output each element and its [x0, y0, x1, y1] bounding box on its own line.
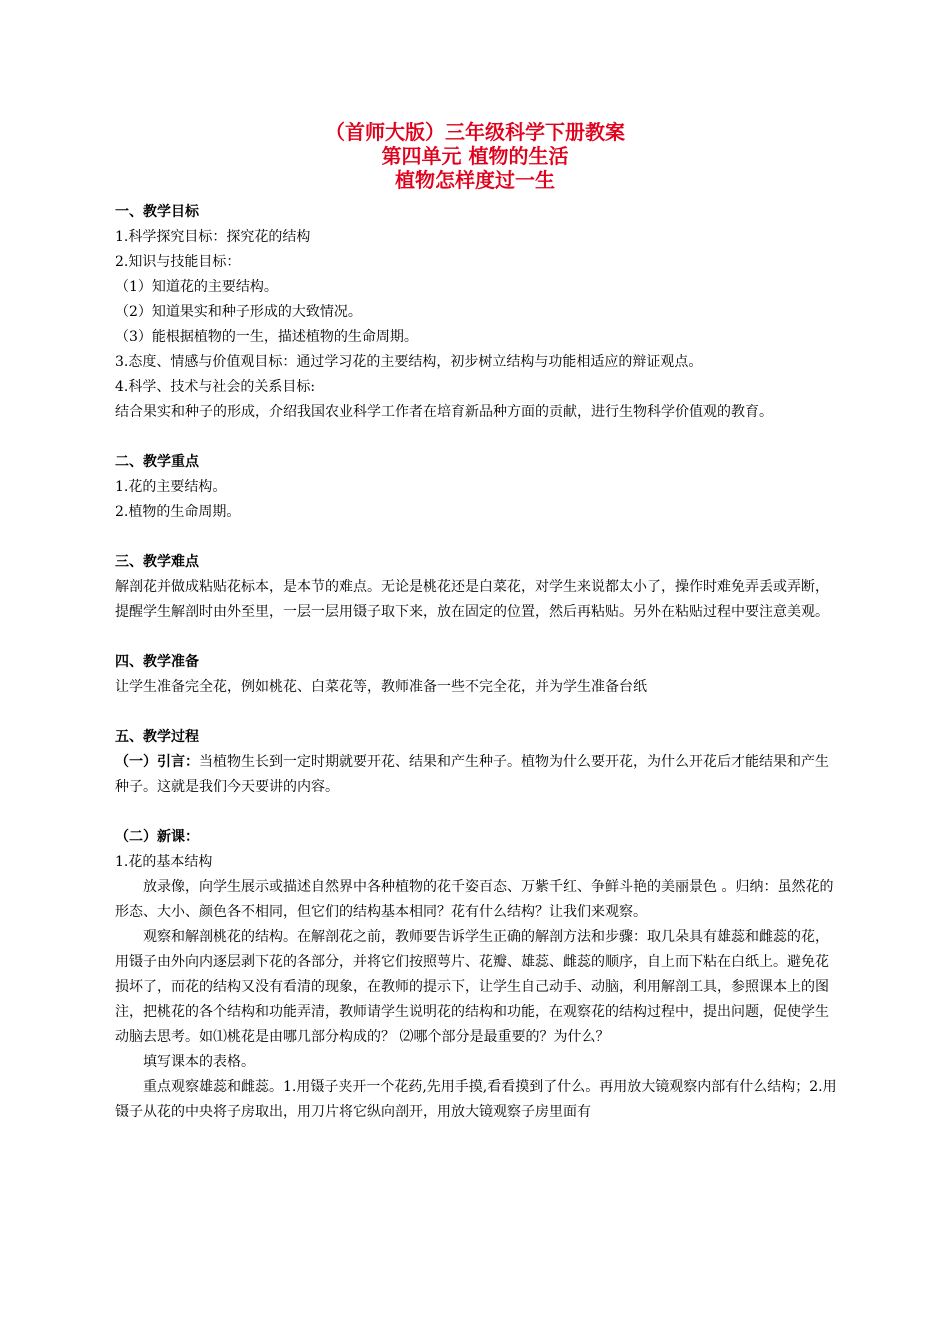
spacer [115, 525, 840, 550]
intro-label: （一）引言： [115, 754, 199, 770]
new-lesson-label: （二）新课： [115, 829, 199, 845]
section-heading-key-points: 二、教学重点 [115, 454, 199, 470]
goal-paragraph: 结合果实和种子的形成，介绍我国农业科学工作者在培育新品种方面的贡献，进行生物科学价值观的教育。 [115, 404, 773, 420]
section-heading-goals: 一、教学目标 [115, 204, 199, 220]
section-heading-process: 五、教学过程 [115, 729, 199, 745]
unit-title: 第四单元 植物的生活 [381, 144, 569, 168]
document-body [115, 200, 840, 1125]
key-point-item: 2.植物的生命周期。 [115, 504, 241, 520]
section-heading-preparation: 四、教学准备 [115, 654, 199, 670]
spacer [115, 800, 840, 825]
goal-item: 4.科学、技术与社会的关系目标: [115, 379, 316, 395]
doc-title: （首师大版）三年级科学下册教案 [325, 120, 625, 144]
spacer [115, 625, 840, 650]
key-point-item: 1.花的主要结构。 [115, 479, 227, 495]
goal-subitem: （1）知道花的主要结构。 [115, 279, 278, 295]
difficulty-paragraph: 解剖花并做成粘贴花标本，是本节的难点。无论是桃花还是白菜花，对学生来说都太小了，操作时难免弄丢或弄断，提醒学生解剖时由外至里，一层一层用镊子取下来，放在固定的位置，然后再粘贴。另外在粘贴过程中要注意美观。 [115, 579, 829, 620]
goal-item: 2.知识与技能目标： [115, 254, 241, 270]
body-paragraph: 填写课本的表格。 [143, 1054, 255, 1070]
preparation-paragraph: 让学生准备完全花，例如桃花、白菜花等，教师准备一些不完全花，并为学生准备台纸 [115, 679, 647, 695]
body-paragraph: 重点观察雄蕊和雌蕊。1.用镊子夹开一个花药,先用手摸,看看摸到了什么。再用放大镜观察内部有什么结构；2.用镊子从花的中央将子房取出，用刀片将它纵向剖开，用放大镜观察子房里面有 [115, 1079, 837, 1120]
goal-item: 3.态度、情感与价值观目标：通过学习花的主要结构，初步树立结构与功能相适应的辩证观点。 [115, 354, 703, 370]
body-paragraph: 放录像，向学生展示或描述自然界中各种植物的花千姿百态、万紫千红、争鲜斗艳的美丽景色 。归纳：虽然花的形态、大小、颜色各不相同，但它们的结构基本相同？花有什么结构？让我们来观察。 [115, 879, 834, 920]
intro-paragraph [115, 750, 840, 800]
intro-text: 当植物生长到一定时期就要开花、结果和产生种子。植物为什么要开花，为什么开花后才能结果和产生种子。这就是我们今天要讲的内容。 [115, 754, 829, 795]
spacer [115, 700, 840, 725]
goal-item: 1.科学探究目标：探究花的结构 [115, 229, 311, 245]
goal-subitem: （2）知道果实和种子形成的大致情况。 [115, 304, 362, 320]
title-block [0, 120, 950, 192]
lesson-title: 植物怎样度过一生 [395, 168, 555, 192]
goal-subitem: （3）能根据植物的一生，描述植物的生命周期。 [115, 329, 418, 345]
spacer [115, 425, 840, 450]
subsection-title: 1.花的基本结构 [115, 854, 213, 870]
body-paragraph: 观察和解剖桃花的结构。在解剖花之前，教师要告诉学生正确的解剖方法和步骤：取几朵具有雄蕊和雌蕊的花，用镊子由外向内逐层剥下花的各部分，并将它们按照萼片、花瓣、雄蕊、雌蕊的顺序，自上而下粘在白纸上。避免花损坏了，而花的结构又没有看清的现象，在教师的提示下，让学生自己动手、动脑，利用解剖工具，参照课本上的图注，把桃花的各个结构和功能弄清，教师请学生说明花的结构和功能，在观察花的结构过程中，提出问题，促使学生动脑去思考。如⑴桃花是由哪几部分构成的？ ⑵哪个部分是最重要的？为什么？ [115, 929, 829, 1045]
section-heading-difficulties: 三、教学难点 [115, 554, 199, 570]
